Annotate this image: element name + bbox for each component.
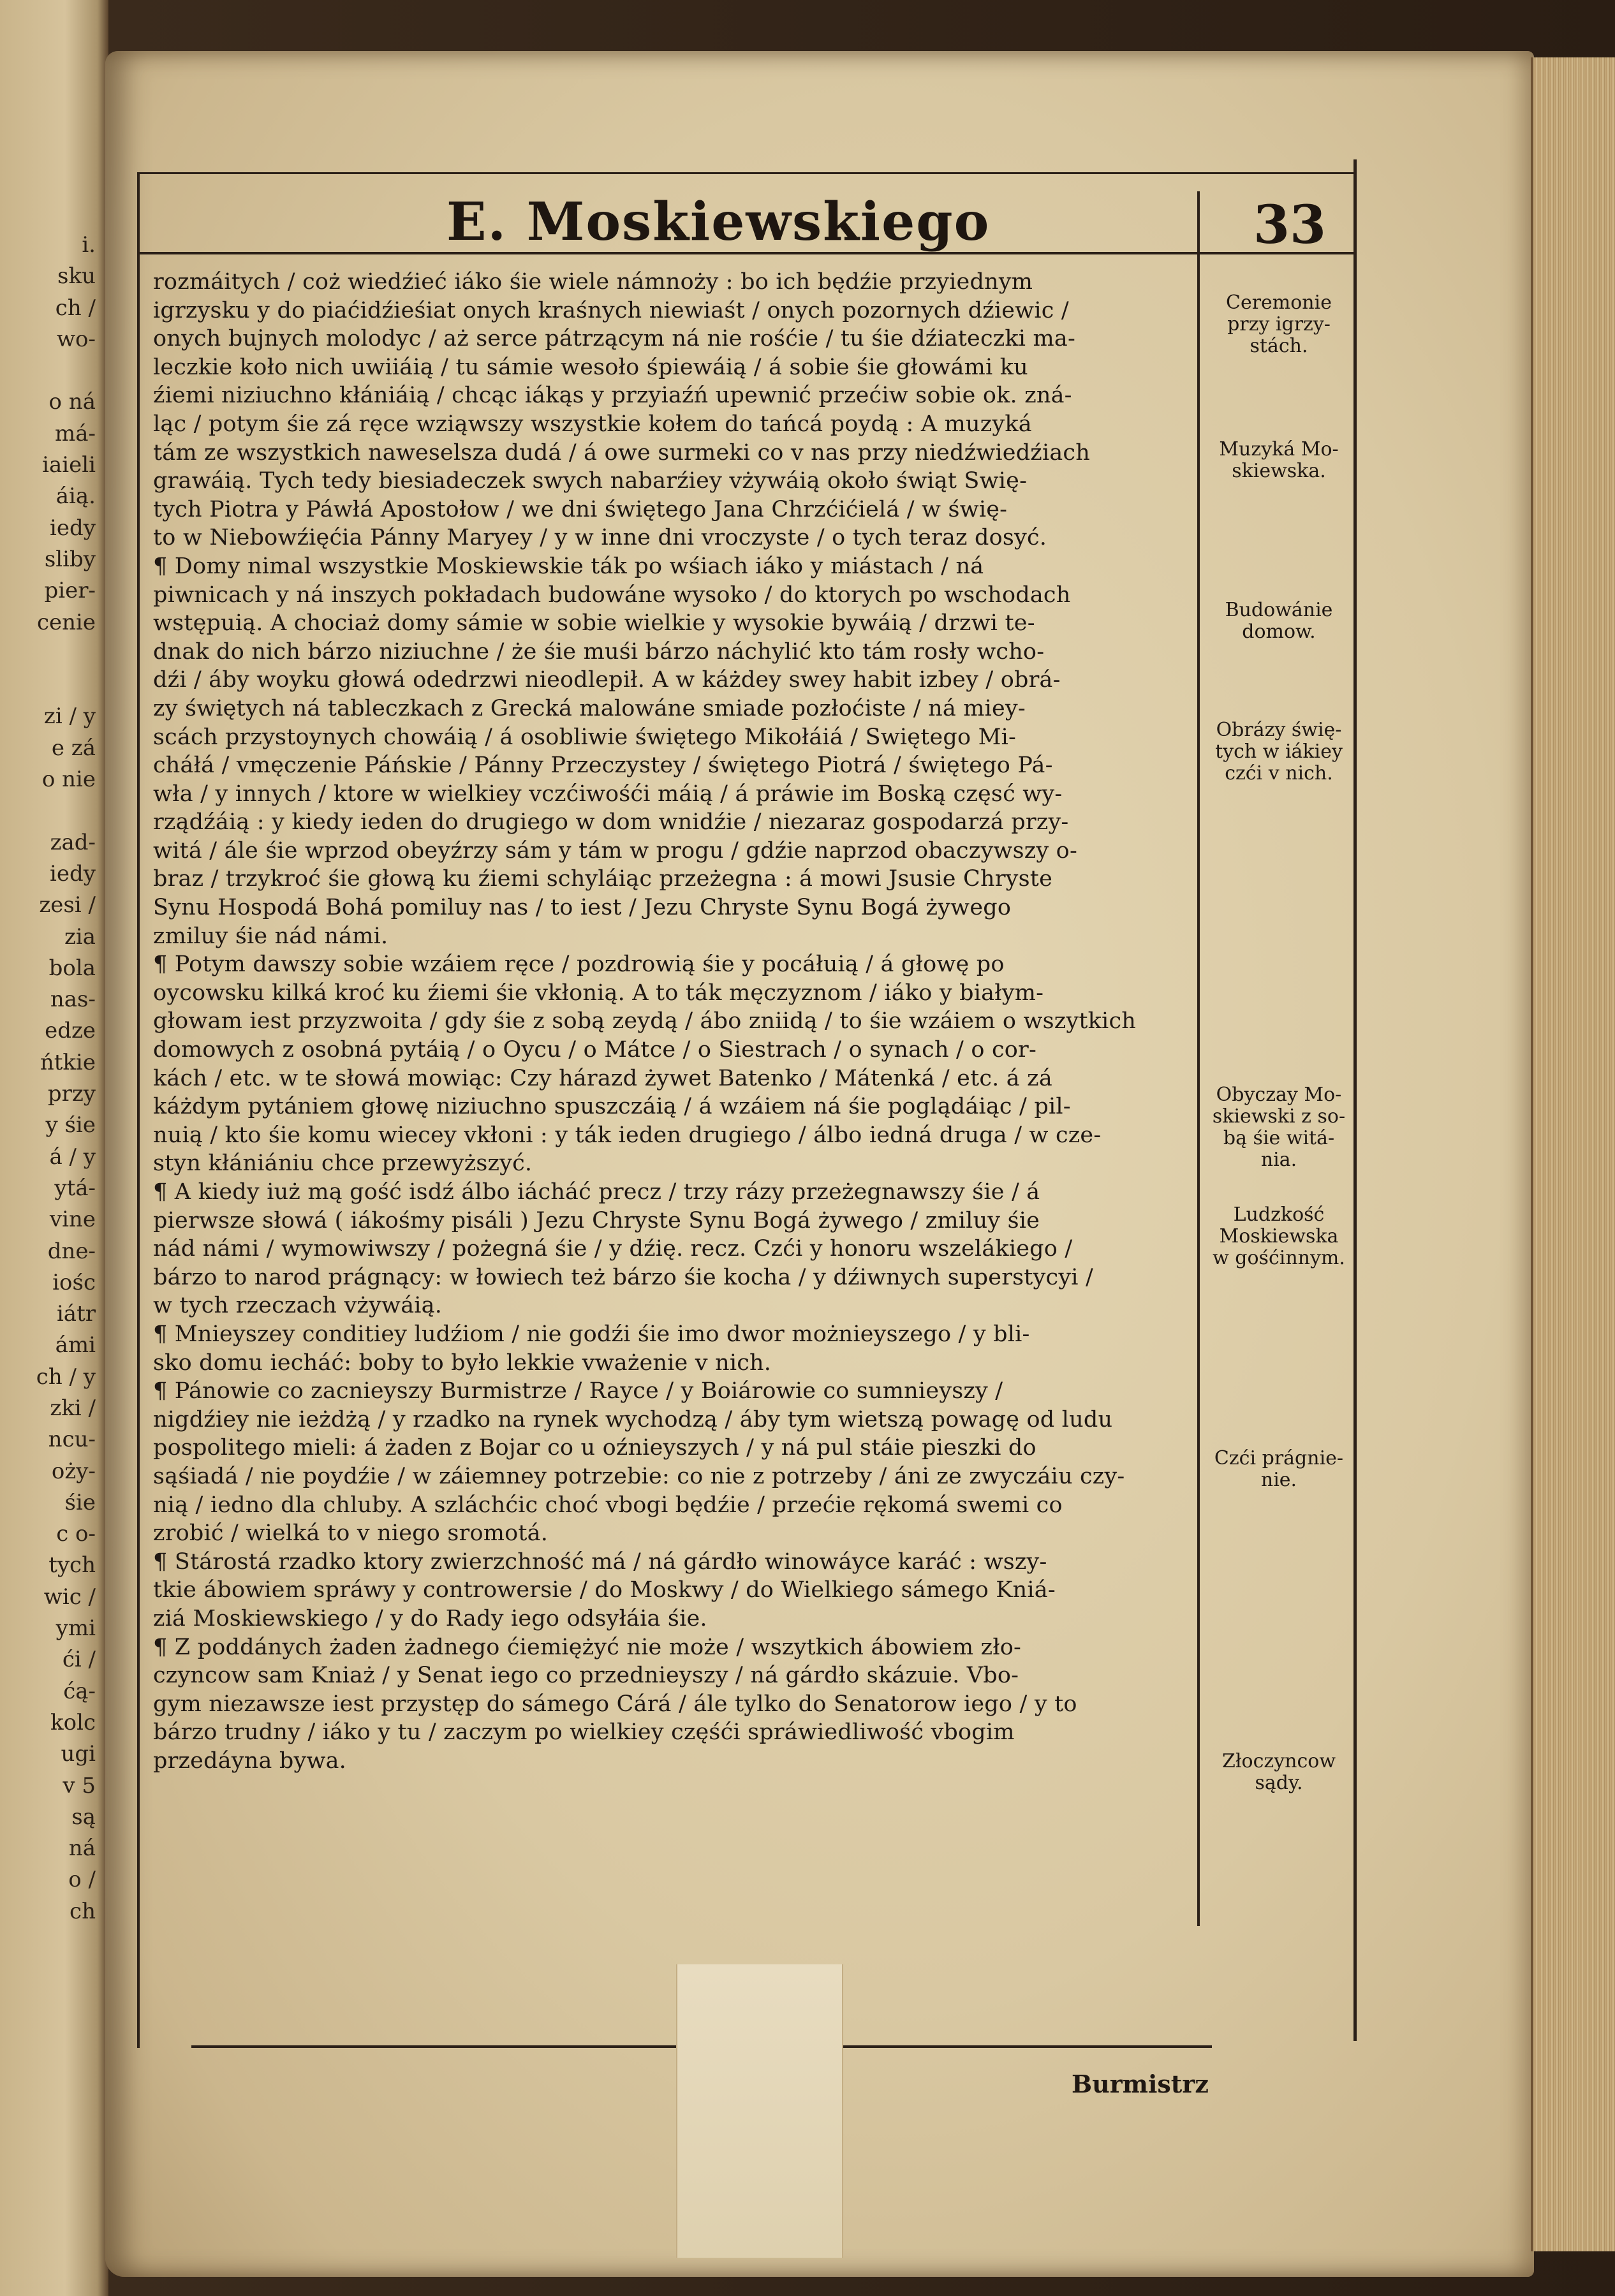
- text-line: ¶ Pánowie co zacnieyszy Burmistrze / Rayce / y Boiárowie co sumnieyszy /: [153, 1378, 1003, 1404]
- left-page-fragment: sku: [57, 263, 96, 290]
- margin-note-music: [1199, 439, 1359, 482]
- text-line: to w Niebowźięćia Pánny Maryey / y w inne dni vroczyste / o tych teraz dosyć.: [153, 525, 1047, 551]
- margin-note-line: nie.: [1260, 1469, 1297, 1491]
- text-line: ¶ A kiedy iuż mą gość isdź álbo iácháć precz / trzy rázy przeżegnawszy śie / á: [153, 1179, 1040, 1205]
- text-line: ¶ Domy nimal wszystkie Moskiewskie ták po wśiach iáko y miástach / ná: [153, 553, 984, 579]
- left-page-fragment: o ná: [48, 389, 96, 415]
- left-page-fragment: cenie: [36, 609, 96, 635]
- text-line: pierwsze słowá ( iákośmy pisáli ) Jezu Chryste Synu Bogá żywego / zmiluy śie: [153, 1207, 1040, 1233]
- left-page-fragment: zki /: [50, 1395, 96, 1421]
- left-page-fragment: [0, 355, 96, 386]
- left-page-fragment: wic /: [43, 1584, 96, 1610]
- left-page-fragment: ch / y: [36, 1364, 96, 1390]
- left-page-fragment: nas-: [50, 987, 96, 1013]
- left-page-fragment: má-: [55, 420, 96, 446]
- left-page-fragment: ći /: [62, 1647, 96, 1673]
- left-page-fragment: i.: [82, 232, 96, 258]
- left-page-fragment: edze: [45, 1018, 96, 1044]
- left-page-fragment: ytá-: [54, 1175, 96, 1201]
- text-line: grawáią. Tych tedy biesiadeczek swych nabarźiey vżywáią około świąt Swię-: [153, 468, 1028, 494]
- text-line: przedáyna bywa.: [153, 1748, 346, 1774]
- left-page-fragment: wo-: [56, 326, 96, 352]
- left-page-fragment: vine: [49, 1207, 96, 1233]
- left-page-fragment: ch /: [55, 295, 96, 321]
- left-page-fragment: o /: [68, 1867, 96, 1893]
- text-line: onych bujnych molodyc / aż serce pátrzącym ná nie rośćie / tu śie dźiateczki ma-: [153, 326, 1076, 352]
- left-page-fragment: zesi /: [39, 892, 96, 918]
- left-page-text-fragments: [0, 230, 102, 1927]
- margin-note-line: tych w iákiey: [1215, 740, 1343, 763]
- margin-note-ceremonies: [1199, 292, 1359, 357]
- left-page-fragment: dne-: [47, 1238, 96, 1264]
- text-line: Synu Hospodá Bohá pomiluy nas / to iest / Jezu Chryste Synu Bogá żywego: [153, 895, 1012, 921]
- text-line: pospolitego mieli: á żaden z Bojar co u oźnieyszych / y ná pul stáie pieszki do: [153, 1435, 1036, 1461]
- left-page-fragment: iedy: [50, 515, 96, 541]
- running-head: E. Moskiewskiego: [446, 191, 991, 253]
- left-page-fragment: iośc: [52, 1269, 96, 1295]
- margin-note-line: bą śie witá-: [1223, 1127, 1335, 1149]
- left-page-fragment: y śie: [45, 1112, 96, 1138]
- text-line: wstępuią. A chociaż domy sámie w sobie wielkie y wysokie bywáią / drzwi te-: [153, 610, 1035, 637]
- left-page-fragment: áią.: [55, 483, 96, 510]
- text-line: wła / y innych / ktore w wielkiey vczćiwośći máią / á práwie im Boską częsć wy-: [153, 781, 1063, 807]
- margin-note-line: nia.: [1260, 1149, 1297, 1171]
- text-line: czyncow sam Kniaż / y Senat iego co przednieyszy / ná gárdło skázuie. Vbo-: [153, 1663, 1019, 1689]
- paper-repair-patch: [676, 1964, 843, 2258]
- text-line: gym niezawsze iest przystęp do sámego Cárá / ále tylko do Senatorow iego / y to: [153, 1691, 1077, 1717]
- left-page-fragment: o nie: [41, 767, 96, 793]
- left-page-fragment: zi / y: [43, 703, 96, 730]
- text-line: scách przystoynych chowáią / á osobliwie świętego Mikołáiá / Swiętego Mi-: [153, 724, 1017, 750]
- text-line: nigdźiey nie ieżdżą / y rzadko na rynek wychodzą / áby tym wietszą powagę od ludu: [153, 1406, 1113, 1432]
- margin-note-line: Złoczyncow: [1221, 1750, 1336, 1772]
- margin-note-line: Ludzkość: [1233, 1203, 1325, 1226]
- left-page-fragment: iátr: [56, 1301, 96, 1327]
- text-line: sąśiadá / nie poydźie / w záiemney potrzebie: co nie z potrzeby / áni ze zwyczáiu czy-: [153, 1463, 1125, 1489]
- text-line: ziá Moskiewskiego / y do Rady iego odsyłáia śie.: [153, 1605, 707, 1631]
- body-text: [153, 268, 1199, 1775]
- left-page-fragment: ámi: [55, 1332, 96, 1358]
- left-page-fragment: c o-: [56, 1521, 96, 1547]
- text-line: domowych z osobná pytáią / o Oycu / o Mátce / o Siestrach / o synach / o cor-: [153, 1037, 1036, 1063]
- text-line: tám ze wszystkich naweselsza dudá / á owe surmeki co v nas przy niedźwiedźiach: [153, 439, 1090, 466]
- catchword: Burmistrz: [1072, 2070, 1209, 2098]
- text-line: kách / etc. w te słowá mowiąc: Czy hárazd żywet Batenko / Mátenká / etc. á zá: [153, 1065, 1052, 1091]
- text-line: cháłá / vmęczenie Páńskie / Pánny Przeczystey / świętego Piotrá / świętego Pá-: [153, 753, 1053, 779]
- margin-note-line: skiewski z so-: [1212, 1105, 1346, 1128]
- left-page-fragment: zia: [64, 924, 96, 950]
- text-line: ¶ Mnieyszey conditiey ludźiom / nie godźi śie imo dwor możnieyszego / y bli-: [153, 1321, 1030, 1347]
- text-line: tych Piotra y Páwłá Apostołow / we dni świętego Jana Chrzćićielá / w świę-: [153, 496, 1008, 522]
- page-edges: [1531, 57, 1615, 2251]
- left-page-fragment: oży-: [51, 1458, 96, 1484]
- left-page-fragment: [0, 795, 96, 827]
- left-page-fragment: [0, 638, 96, 670]
- text-line: rozmáitych / coż wiedźieć iáko śie wiele námnoży : bo ich będźie przyiednym: [153, 269, 1033, 295]
- text-line: głowam iest przyzwoita / gdy śie z sobą zeydą / ábo zniidą / to śie wzáiem o wszytkich: [153, 1008, 1136, 1034]
- left-page-fragment: pier-: [44, 578, 96, 604]
- left-page-fragment: ńtkie: [40, 1049, 96, 1075]
- left-page-fragment: e zá: [51, 735, 96, 761]
- left-page-fragment: á / y: [49, 1144, 96, 1170]
- left-page-fragment: bola: [48, 955, 96, 981]
- left-page-fragment: ncu-: [48, 1427, 96, 1453]
- left-page-fragment: są: [71, 1804, 96, 1830]
- text-line: nuią / kto śie komu wiecey vkłoni : y ták ieden drugiego / álbo iedná druga / w cze-: [153, 1122, 1102, 1148]
- left-page-fragment: ymi: [55, 1615, 96, 1642]
- text-line: igrzysku y do piaćidźieśiat onych kraśnych niewiaśt / onych pozornych dźiewic /: [153, 297, 1069, 323]
- text-line: ląc / potym śie zá ręce wziąwszy wszystkie kołem do tańcá poydą : A muzyká: [153, 411, 1032, 437]
- left-page-fragment: ná: [68, 1836, 96, 1862]
- margin-note-line: Moskiewska: [1219, 1225, 1339, 1247]
- text-line: ¶ Stárostá rzadko ktory zwierzchność má / ná gárdło winowáyce karáć : wszy-: [153, 1549, 1047, 1575]
- margin-note-line: Muzyká Mo-: [1219, 438, 1339, 460]
- text-line: tkie ábowiem spráwy y controwersie / do Moskwy / do Wielkiego sámego Kniá-: [153, 1577, 1056, 1603]
- text-line: nád námi / wymowiwszy / pożegná śie / y dźię. recz. Czći y honoru wszelákiego /: [153, 1236, 1073, 1262]
- margin-note-honor: [1199, 1448, 1359, 1491]
- text-line: ¶ Z poddánych żaden żadnego ćiemiężyć nie może / wszytkich ábowiem zło-: [153, 1634, 1022, 1660]
- text-line: dnak do nich bárzo niziuchne / że śie muśi bárzo náchylić kto tám rosły wcho-: [153, 638, 1045, 665]
- margin-note-line: Obyczay Mo-: [1216, 1084, 1342, 1106]
- left-page-fragment: iedy: [50, 860, 96, 887]
- text-line: káżdym pytániem głowę niziuchno spuszczáią / á wzáiem ná śie poglądáiąc / pil-: [153, 1094, 1071, 1120]
- left-facing-page: [0, 0, 108, 2296]
- margin-note-courts: [1199, 1751, 1359, 1794]
- text-line: zmiluy śie nád námi.: [153, 923, 388, 949]
- text-line: bárzo to narod prágnący: w łowiech też bárzo śie kocha / y dźiwnych superstycyi /: [153, 1264, 1094, 1290]
- text-line: bárzo trudny / iáko y tu / zaczym po wielkiey częśći spráwiedliwość vbogim: [153, 1719, 1015, 1746]
- left-page-fragment: śie: [64, 1489, 96, 1515]
- margin-note-line: Obrázy świę-: [1216, 719, 1342, 741]
- margin-note-line: przy igrzy-: [1227, 313, 1331, 335]
- margin-note-line: Czći prágnie-: [1214, 1447, 1344, 1469]
- margin-note-icons: [1199, 719, 1359, 784]
- margin-note-line: stách.: [1250, 335, 1308, 357]
- text-line: witá / ále śie wprzod obeyźrzy sám y tám w progu / gdźie naprzod obaczywszy o-: [153, 837, 1077, 864]
- margin-note-line: Ceremonie: [1226, 291, 1332, 314]
- left-page-fragment: iaieli: [42, 452, 96, 478]
- text-line: ¶ Potym dawszy sobie wzáiem ręce / pozdrowią śie y pocáłuią / á głowę po: [153, 952, 1005, 978]
- text-line: leczkie koło nich uwiiáią / tu sámie wesoło śpiewáią / á sobie śie głowámi ku: [153, 354, 1028, 380]
- margin-note-hospitality: [1199, 1204, 1359, 1269]
- text-line: nią / iedno dla chluby. A szláchćic choć vbogi będźie / przećie rękomá swemi co: [153, 1492, 1063, 1518]
- left-page-fragment: kolc: [50, 1709, 96, 1735]
- margin-note-line: Budowánie: [1225, 599, 1333, 621]
- margin-note-line: skiewska.: [1232, 460, 1326, 482]
- left-page-fragment: sliby: [44, 546, 96, 572]
- text-line: styn kłániániu chce przewyższyć.: [153, 1151, 533, 1177]
- page-number: 33: [1253, 195, 1327, 256]
- text-line: w tych rzeczach vżywáią.: [153, 1293, 443, 1319]
- left-page-fragment: [0, 670, 96, 701]
- left-page-fragment: ugi: [61, 1741, 96, 1767]
- left-page-fragment: v 5: [63, 1772, 96, 1799]
- text-line: rządźáią : y kiedy ieden do drugiego w dom wnidźie / niezaraz gospodarzá przy-: [153, 809, 1069, 835]
- margin-note-line: sądy.: [1255, 1772, 1303, 1794]
- margin-note-buildings: [1199, 600, 1359, 643]
- left-page-fragment: zad-: [50, 829, 96, 855]
- text-line: sko domu iecháć: boby to było lekkie vważenie v nich.: [153, 1350, 772, 1376]
- margin-note-line: domow.: [1242, 621, 1316, 643]
- left-page-fragment: ćą-: [63, 1678, 96, 1704]
- left-page-fragment: ch: [70, 1898, 96, 1924]
- margin-note-line: czći v nich.: [1225, 762, 1333, 784]
- margin-note-line: w gośćinnym.: [1213, 1247, 1345, 1269]
- text-line: braz / trzykroć śie głową ku źiemi schyláiąc przeżegna : á mowi Jsusie Chryste: [153, 866, 1052, 892]
- text-line: zrobić / wielká to v niego sromotá.: [153, 1520, 549, 1547]
- margin-note-greeting: [1199, 1084, 1359, 1171]
- text-line: piwnicach y ná inszych pokładach budowáne wysoko / do ktorych po wschodach: [153, 582, 1071, 608]
- text-line: dźi / áby woyku głowá odedrzwi nieodlepił. A w káżdey swey habit izbey / obrá-: [153, 667, 1061, 693]
- text-line: zy świętych ná tableczkach z Grecká malowáne smiade pozłoćiste / ná miey-: [153, 695, 1026, 721]
- text-line: oycowsku kilká kroć ku źiemi śie vkłonią. A to ták męczyznom / iáko y białym-: [153, 980, 1044, 1006]
- left-page-fragment: przy: [47, 1081, 96, 1107]
- left-page-fragment: tych: [48, 1552, 96, 1578]
- text-line: źiemi niziuchno kłániáią / chcąc iákąs y przyiaźń upewnić przećiw sobie ok. zná-: [153, 383, 1072, 409]
